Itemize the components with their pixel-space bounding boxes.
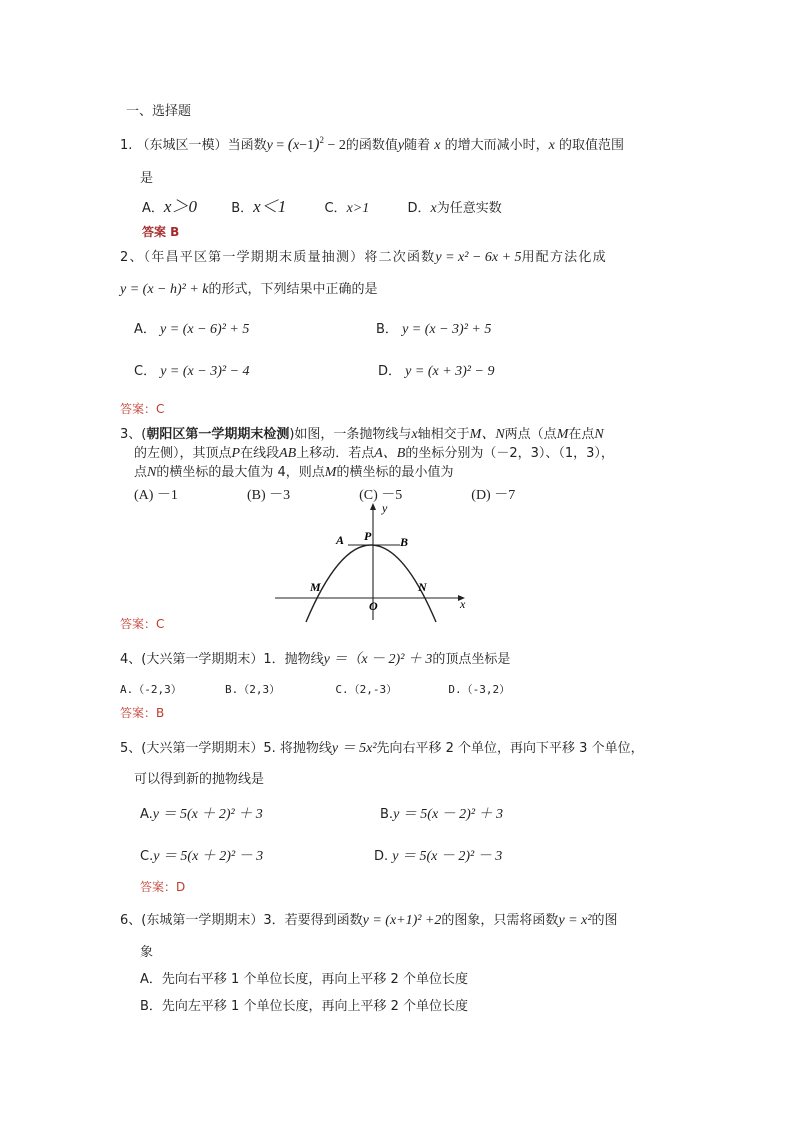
label-x: x	[460, 597, 466, 611]
section-title: 一、选择题	[126, 104, 192, 119]
q1-option-d-text: 为任意实数	[436, 201, 502, 216]
q1-var-y: y	[397, 138, 405, 153]
q2-text-b: 用配方法化成	[521, 250, 607, 265]
q3-var-m-2: M	[324, 465, 337, 480]
q1-formula: $y = (x-1)^2 - 2$	[266, 135, 346, 153]
q3-var-a-b: A、B	[374, 446, 406, 461]
q5-option-d-value: y ＝ 5(x － 2)² － 3	[392, 849, 503, 864]
q5-answer: 答案：D	[140, 880, 186, 894]
q3-line-3	[134, 464, 453, 482]
q5-option-d	[374, 848, 502, 866]
label-o: O	[369, 599, 378, 613]
q5-option-a-value: y ＝ 5(x ＋ 2)² ＋ 3	[152, 807, 263, 822]
q3-text-b: )如图，一条抛物线与	[289, 427, 412, 442]
q3-text-l: 的横坐标的最小值为	[336, 465, 454, 480]
q3-var-x: x	[411, 427, 418, 442]
q5-option-a	[140, 806, 263, 824]
q2-line-2	[120, 281, 378, 299]
q4-options	[120, 681, 510, 699]
q4-text-b: 的顶点坐标是	[432, 652, 511, 667]
q3-text-g: 在线段	[240, 446, 280, 461]
label-b: B	[400, 535, 409, 549]
q3-text-f: 的左侧），其顶点	[134, 446, 232, 461]
q6-option-a: A．先向右平移 1 个单位长度，再向上平移 2 个单位长度	[140, 972, 468, 987]
q5-formula: y ＝ 5x²	[331, 741, 377, 756]
q1-option-c-value: x>1	[346, 201, 370, 216]
q3-var-n-2: N	[147, 465, 157, 480]
q1-option-b-label: B．	[231, 201, 254, 216]
q2-answer: 答案：C	[120, 402, 165, 416]
q3-option-a: (A) －1	[134, 488, 178, 503]
question-5-line-1	[120, 740, 644, 758]
question-3-line-1	[120, 426, 604, 444]
q3-text-i: 的坐标分别为（－2，3）、（1，3），	[405, 446, 614, 461]
q3-text-h: 上移动．若点	[296, 446, 375, 461]
q3-option-b: (B) －3	[246, 488, 291, 503]
q1-number: 1.	[120, 138, 133, 153]
q2-text-a: 2、（年昌平区第一学期期末质量抽测）将二次函数	[120, 250, 436, 265]
q6-option-b: B．先向左平移 1 个单位长度，再向上平移 2 个单位长度	[140, 999, 468, 1014]
q3-line-2	[134, 445, 614, 463]
q1-option-a-value: x＞0	[163, 197, 197, 216]
q5-option-d-label: D.	[374, 849, 389, 864]
q4-text-a: 4、(大兴第一学期期末）1．抛物线	[120, 652, 324, 667]
q2-option-d-label: D．	[378, 364, 402, 379]
q6-line-2: 象	[140, 945, 154, 960]
q5-option-b	[380, 806, 503, 824]
q4-option-a: A.（-2,3）	[120, 683, 182, 696]
q6-formula-1: y = (x+1)² +2	[362, 913, 442, 928]
q3-text-c: 轴相交于	[417, 427, 470, 442]
q5-option-b-label: B.	[380, 807, 394, 822]
q4-option-d: D.（-3,2）	[448, 683, 511, 696]
q5-option-c	[140, 848, 263, 866]
q2-option-b-value: y = (x − 3)² + 5	[402, 322, 492, 337]
q6-text-b: 的图象，只需将函数	[441, 913, 559, 928]
q5-option-c-value: y ＝ 5(x ＋ 2)² － 3	[153, 849, 264, 864]
q3-var-m: M	[556, 427, 569, 442]
q2-formula-2: y = (x − h)² + k	[120, 282, 209, 297]
q3-var-ab: AB	[279, 446, 297, 461]
q2-option-a	[134, 321, 249, 339]
q5-text-b: 先向右平移 2 个单位，再向下平移 3 个单位，	[376, 741, 644, 756]
q6-text-c: 的图	[591, 913, 618, 928]
q1-option-a-label: A．	[142, 201, 164, 216]
q3-var-n: N	[594, 427, 604, 442]
q3-text-k: 的横坐标的最大值为 4，则点	[156, 465, 325, 480]
q2-text-c: 的形式，下列结果中正确的是	[208, 282, 378, 297]
q2-option-d-value: y = (x + 3)² − 9	[405, 364, 495, 379]
q1-var-x2: x	[548, 138, 555, 153]
q3-var-mn: M、N	[469, 427, 505, 442]
q3-option-c: (C) －5	[359, 488, 403, 503]
q1-option-d-label: D．	[407, 201, 431, 216]
q1-text-c: 随着	[404, 138, 431, 153]
q5-option-c-label: C.	[140, 849, 154, 864]
q2-option-c-value: y = (x − 3)² − 4	[160, 364, 250, 379]
q6-text-a: 6、(东城第一学期期末）3．若要得到函数	[120, 913, 363, 928]
q1-answer: 答案 B	[142, 225, 180, 239]
question-4-line	[120, 651, 510, 669]
q5-option-b-value: y ＝ 5(x － 2)² ＋ 3	[393, 807, 504, 822]
q2-option-b-label: B．	[376, 322, 398, 337]
q3-parabola-figure	[270, 500, 480, 625]
q2-option-c-label: C．	[134, 364, 157, 379]
label-a: A	[336, 533, 345, 547]
q5-line-2: 可以得到新的抛物线是	[134, 772, 265, 787]
q3-answer: 答案：C	[120, 617, 165, 631]
label-p: P	[364, 529, 372, 543]
q3-text-j: 点	[134, 465, 148, 480]
q1-text-d: 的增大而减小时，	[444, 138, 549, 153]
q4-formula: y ＝（x － 2)² ＋ 3	[323, 652, 433, 667]
q6-formula-2: y = x²	[558, 913, 592, 928]
q1-options	[142, 198, 502, 218]
y-axis-arrow-icon	[370, 503, 376, 510]
q3-text-a: 3、(	[120, 427, 147, 442]
label-m: M	[310, 580, 321, 594]
q1-text: 当函数	[227, 138, 267, 153]
q4-option-b: B.（2,3）	[225, 683, 281, 696]
q1-var-x: x	[434, 138, 441, 153]
q3-var-p: P	[231, 446, 241, 461]
q2-option-c	[134, 363, 250, 381]
q1-text-b: 的函数值	[345, 138, 398, 153]
q1-text-e: 的取值范围	[559, 138, 625, 153]
q2-option-a-label: A．	[134, 322, 156, 337]
q2-formula-1: y = x² − 6x + 5	[435, 250, 522, 265]
q1-source: （东城区一模）	[136, 138, 228, 153]
q1-option-d-value: x	[430, 201, 437, 216]
label-y: y	[382, 501, 388, 515]
q5-option-a-label: A.	[140, 807, 153, 822]
q3-text-d: 两点（点	[504, 427, 557, 442]
q3-text-e: 在点	[568, 427, 595, 442]
q4-option-c: C.（2,-3）	[335, 683, 398, 696]
q2-option-a-value: y = (x − 6)² + 5	[160, 322, 250, 337]
q2-option-d	[378, 363, 494, 381]
q2-option-b	[376, 321, 491, 339]
q1-option-b-value: x＜1	[253, 197, 287, 216]
q3-option-d: (D) －7	[471, 488, 516, 503]
question-2-line-1	[120, 249, 607, 267]
question-1-line-1	[120, 136, 624, 155]
label-n: N	[418, 580, 427, 594]
q1-line-2: 是	[140, 171, 154, 186]
q3-source: 朝阳区第一学期期末检测	[146, 427, 290, 442]
q1-option-c-label: C．	[324, 201, 347, 216]
question-6-line-1	[120, 912, 618, 930]
q5-text-a: 5、(大兴第一学期期末）5. 将抛物线	[120, 741, 332, 756]
q4-answer: 答案：B	[120, 706, 165, 720]
